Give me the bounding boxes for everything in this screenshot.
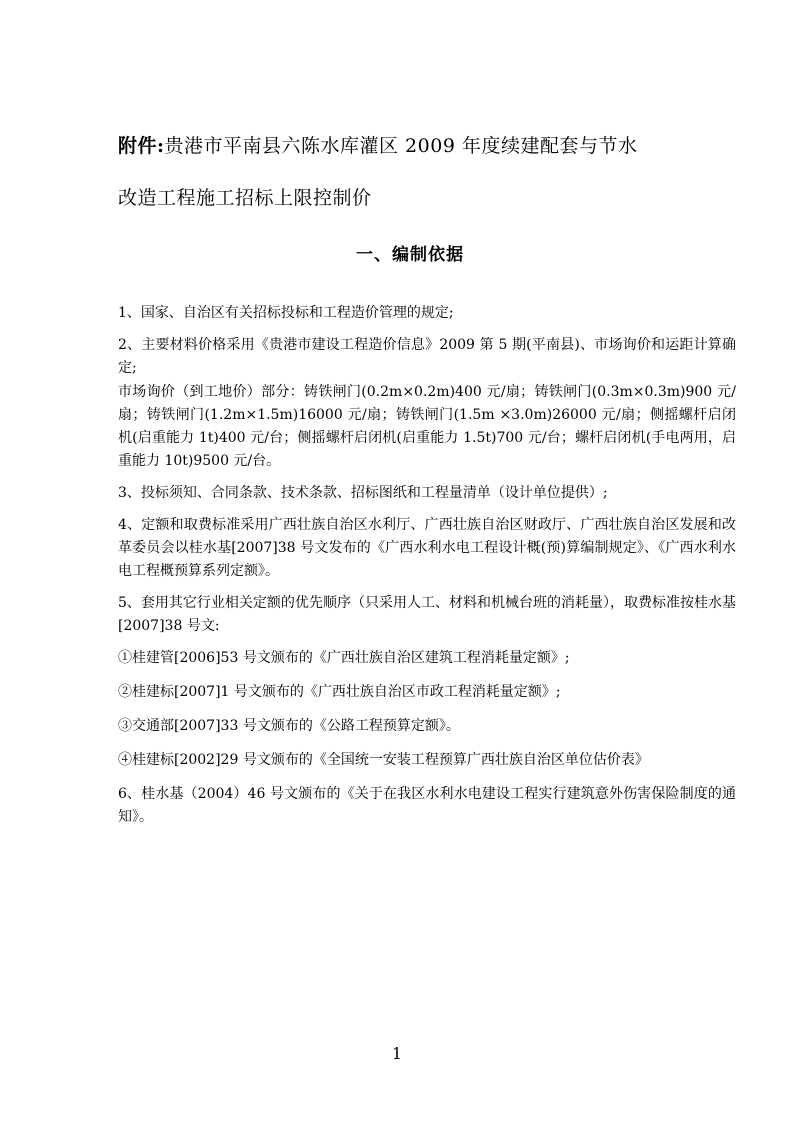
page-number: 1 <box>391 1044 403 1063</box>
section-heading: 一、编制依据 <box>356 245 464 265</box>
title-text-1: 贵港市平南县六陈水库灌区 2009 年度续建配套与节水 <box>164 135 638 157</box>
document-title <box>118 134 738 210</box>
list-item: ①桂建管[2006]53 号文颁布的《广西壮族自治区建筑工程消耗量定额》; <box>118 650 570 666</box>
title-line-2: 改造工程施工招标上限控制价 <box>118 187 372 209</box>
list-item: ③交通部[2007]33 号文颁布的《公路工程预算定额》。 <box>118 718 460 734</box>
paragraph-item-2: 2、主要材料价格采用《贵港市建设工程造价信息》2009 第 5 期(平南县)、市场询价和运距计算确定; <box>118 337 736 376</box>
paragraph-item-1: 1、国家、自治区有关招标投标和工程造价管理的规定; <box>118 305 454 321</box>
document-body <box>118 302 736 838</box>
paragraph-item-5: 5、套用其它行业相关定额的优先顺序（只采用人工、材料和机械台班的消耗量），取费标准按桂水基[2007]38 号文: <box>118 595 736 634</box>
title-line-1 <box>118 134 738 158</box>
paragraph-market-price: 市场询价（到工地价）部分：铸铁闸门(0.2m×0.2m)400 元/扇；铸铁闸门(0.3m×0.3m)900 元/扇；铸铁闸门(1.2m×1.5m)16000 元/扇；铸铁闸门(1.5m ×3.0m)26000 元/扇；侧摇螺杆启闭机(启重能力 1t)400 元/台；侧摇螺杆启闭机(启重能力 1.5t)700 元/台；螺杆启闭机(手电两用，启重能力 10t)9500 元/台。 <box>118 384 736 469</box>
list-item: ②桂建标[2007]1 号文颁布的《广西壮族自治区市政工程消耗量定额》; <box>118 684 561 700</box>
paragraph-item-3: 3、投标须知、合同条款、技术条款、招标图纸和工程量清单（设计单位提供）; <box>118 485 608 501</box>
paragraph-item-6: 6、桂水基（2004）46 号文颁布的《关于在我区水利水电建设工程实行建筑意外伤害保险制度的通知》。 <box>118 786 736 825</box>
paragraph-item-4: 4、定额和取费标准采用广西壮族自治区水利厅、广西壮族自治区财政厅、广西壮族自治区发展和改革委员会以桂水基[2007]38 号文发布的《广西水利水电工程设计概(预)算编制规定》、《广西水利水电工程概预算系列定额》。 <box>118 517 736 579</box>
attachment-label: 附件: <box>118 135 165 157</box>
list-item: ④桂建标[2002]29 号文颁布的《全国统一安装工程预算广西壮族自治区单位估价表》 <box>118 752 649 768</box>
